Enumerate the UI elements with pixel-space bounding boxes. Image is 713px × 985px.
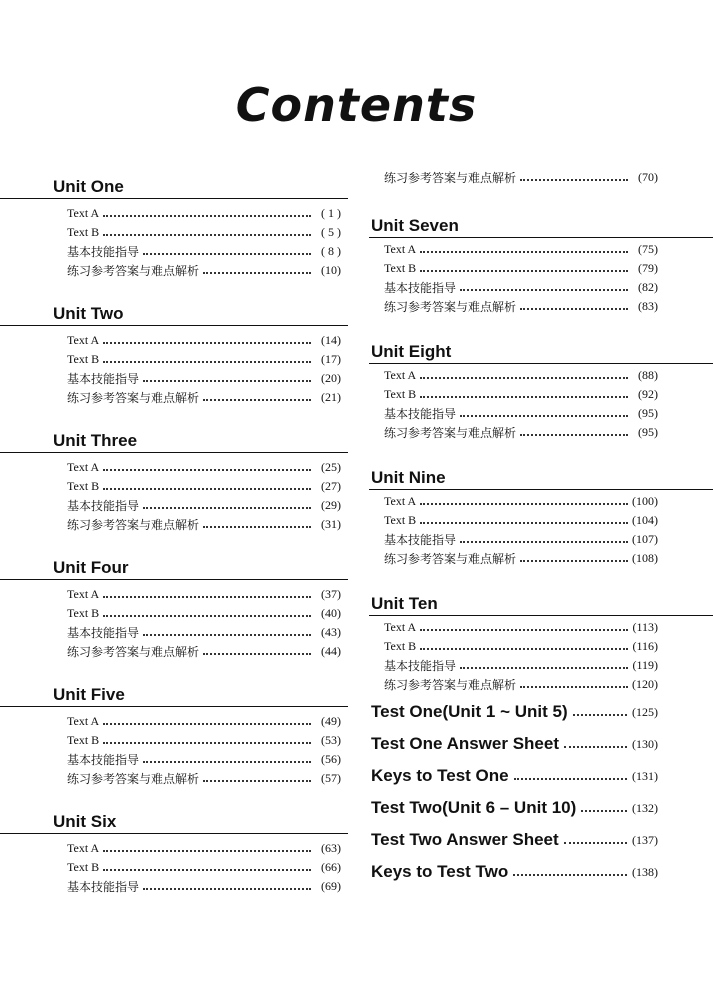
toc-entry-label: Text A bbox=[67, 460, 100, 474]
toc-entry-label: 基本技能指导 bbox=[67, 372, 140, 386]
toc-test-entry[interactable] bbox=[369, 760, 713, 792]
leader-dots bbox=[420, 648, 628, 650]
toc-entry-page: (88) bbox=[638, 368, 658, 382]
toc-entry-label: 练习参考答案与难点解析 bbox=[384, 552, 517, 566]
toc-entry[interactable] bbox=[0, 223, 348, 242]
leader-dots bbox=[103, 361, 311, 363]
toc-entry-page: (29) bbox=[321, 498, 341, 512]
toc-entry-page: (104) bbox=[632, 513, 658, 527]
leader-dots bbox=[520, 686, 628, 688]
toc-entry-label: Text B bbox=[67, 860, 100, 874]
toc-unit-block bbox=[0, 176, 348, 303]
toc-entry-label: 练习参考答案与难点解析 bbox=[384, 300, 517, 314]
toc-entry-page: (79) bbox=[638, 261, 658, 275]
toc-entry-label: 基本技能指导 bbox=[67, 499, 140, 513]
toc-entry-label: Text B bbox=[384, 387, 417, 401]
toc-test-page: (130) bbox=[632, 736, 658, 751]
toc-entry-page: (31) bbox=[321, 517, 341, 531]
toc-entry-label: Text B bbox=[384, 639, 417, 653]
toc-unit-block bbox=[0, 557, 348, 684]
toc-entry-page: (57) bbox=[321, 771, 341, 785]
leader-dots bbox=[203, 780, 311, 782]
leader-dots bbox=[143, 507, 311, 509]
leader-dots bbox=[103, 869, 311, 871]
toc-test-entry[interactable] bbox=[369, 856, 713, 888]
toc-entry-label: Text B bbox=[67, 479, 100, 493]
leader-dots bbox=[103, 850, 311, 852]
toc-unit-block bbox=[0, 303, 348, 430]
unit-heading: Unit One bbox=[0, 176, 348, 199]
unit-heading: Unit Seven bbox=[369, 215, 713, 238]
toc-entry-label: 基本技能指导 bbox=[67, 880, 140, 894]
toc-entry-page: (44) bbox=[321, 644, 341, 658]
toc-unit-block bbox=[0, 684, 348, 811]
toc-entry-label: 练习参考答案与难点解析 bbox=[384, 171, 517, 185]
toc-entry[interactable] bbox=[369, 675, 713, 694]
toc-entry[interactable] bbox=[0, 750, 348, 769]
toc-entry-page: ( 5 ) bbox=[321, 225, 341, 239]
toc-test-label: Test One(Unit 1 ~ Unit 5) bbox=[371, 702, 568, 721]
toc-entry-page: (95) bbox=[638, 406, 658, 420]
toc-unit-block bbox=[369, 467, 713, 568]
toc-entry-label: 练习参考答案与难点解析 bbox=[384, 426, 517, 440]
leader-dots bbox=[513, 874, 627, 876]
toc-entry[interactable] bbox=[369, 259, 713, 278]
toc-entry-label: Text A bbox=[67, 841, 100, 855]
toc-entry[interactable] bbox=[369, 549, 713, 568]
toc-entry-page: (119) bbox=[632, 658, 658, 672]
toc-entry[interactable] bbox=[369, 366, 713, 385]
toc-entry-label: Text A bbox=[67, 206, 100, 220]
toc-entry[interactable] bbox=[0, 839, 348, 858]
leader-dots bbox=[564, 842, 627, 844]
toc-entry-page: (92) bbox=[638, 387, 658, 401]
unit-heading: Unit Four bbox=[0, 557, 348, 580]
leader-dots bbox=[143, 888, 311, 890]
toc-entry-page: (21) bbox=[321, 390, 341, 404]
toc-entry[interactable] bbox=[0, 331, 348, 350]
leader-dots bbox=[103, 469, 311, 471]
toc-entry-page: (63) bbox=[321, 841, 341, 855]
toc-entry-label: Text B bbox=[67, 225, 100, 239]
toc-entry-label: 练习参考答案与难点解析 bbox=[384, 678, 517, 692]
toc-entry[interactable] bbox=[0, 877, 348, 896]
toc-entry[interactable] bbox=[0, 515, 348, 534]
toc-entry-page: (56) bbox=[321, 752, 341, 766]
toc-entry-page: (70) bbox=[638, 170, 658, 184]
toc-entry[interactable] bbox=[0, 477, 348, 496]
leader-dots bbox=[203, 399, 311, 401]
toc-entry-page: (95) bbox=[638, 425, 658, 439]
toc-entry-page: (43) bbox=[321, 625, 341, 639]
toc-entry-label: Text A bbox=[67, 714, 100, 728]
toc-test-page: (137) bbox=[632, 832, 658, 847]
toc-entry-page: (20) bbox=[321, 371, 341, 385]
leader-dots bbox=[143, 380, 311, 382]
toc-entry-page: (120) bbox=[632, 677, 658, 691]
toc-entry-label: Text A bbox=[384, 368, 417, 382]
toc-entry-label: 练习参考答案与难点解析 bbox=[67, 391, 200, 405]
leader-dots bbox=[143, 634, 311, 636]
toc-entry-label: 基本技能指导 bbox=[384, 533, 457, 547]
toc-unit-block bbox=[0, 811, 348, 938]
leader-dots bbox=[564, 746, 627, 748]
toc-test-page: (125) bbox=[632, 704, 658, 719]
toc-entry[interactable] bbox=[0, 261, 348, 280]
toc-entry[interactable] bbox=[0, 585, 348, 604]
toc-entry[interactable] bbox=[0, 604, 348, 623]
toc-entry-page: (75) bbox=[638, 242, 658, 256]
toc-entry[interactable] bbox=[369, 511, 713, 530]
toc-entry-page: (14) bbox=[321, 333, 341, 347]
leader-dots bbox=[103, 488, 311, 490]
toc-entry[interactable] bbox=[369, 240, 713, 259]
toc-entry[interactable] bbox=[369, 278, 713, 297]
leader-dots bbox=[520, 560, 628, 562]
toc-entry[interactable] bbox=[369, 423, 713, 442]
toc-entry-page: (66) bbox=[321, 860, 341, 874]
toc-entry-label: Text A bbox=[67, 333, 100, 347]
toc-entry-label: Text B bbox=[67, 606, 100, 620]
leader-dots bbox=[420, 270, 628, 272]
toc-entry[interactable] bbox=[369, 404, 713, 423]
leader-dots bbox=[103, 215, 311, 217]
leader-dots bbox=[460, 667, 628, 669]
toc-entry-page: (49) bbox=[321, 714, 341, 728]
toc-left-column bbox=[0, 176, 348, 938]
toc-entry-page: (53) bbox=[321, 733, 341, 747]
leader-dots bbox=[420, 503, 628, 505]
leader-dots bbox=[520, 179, 628, 181]
toc-entry[interactable] bbox=[369, 656, 713, 675]
toc-entry-page: (108) bbox=[632, 551, 658, 565]
toc-entry-page: (82) bbox=[638, 280, 658, 294]
toc-test-label: Test Two(Unit 6 – Unit 10) bbox=[371, 798, 577, 817]
toc-entry-label: 基本技能指导 bbox=[384, 407, 457, 421]
unit-heading: Unit Five bbox=[0, 684, 348, 707]
toc-entry-page: ( 8 ) bbox=[321, 244, 341, 258]
toc-test-label: Test One Answer Sheet bbox=[371, 734, 559, 753]
unit-heading: Unit Two bbox=[0, 303, 348, 326]
leader-dots bbox=[420, 251, 628, 253]
toc-entry-label: 基本技能指导 bbox=[384, 281, 457, 295]
leader-dots bbox=[203, 653, 311, 655]
toc-test-entry[interactable] bbox=[369, 728, 713, 760]
toc-right-column bbox=[369, 168, 713, 888]
leader-dots bbox=[420, 629, 628, 631]
toc-entry-label: 基本技能指导 bbox=[67, 245, 140, 259]
toc-entry[interactable] bbox=[369, 385, 713, 404]
toc-entry[interactable] bbox=[0, 369, 348, 388]
toc-entry-page: ( 1 ) bbox=[321, 206, 341, 220]
toc-entry[interactable] bbox=[369, 637, 713, 656]
toc-entry[interactable] bbox=[0, 731, 348, 750]
toc-test-label: Keys to Test One bbox=[371, 766, 509, 785]
leader-dots bbox=[103, 742, 311, 744]
toc-entry-label: 练习参考答案与难点解析 bbox=[67, 518, 200, 532]
toc-entry-label: Text B bbox=[67, 352, 100, 366]
toc-test-entry[interactable] bbox=[369, 824, 713, 856]
toc-entry[interactable] bbox=[369, 297, 713, 316]
leader-dots bbox=[103, 723, 311, 725]
leader-dots bbox=[103, 234, 311, 236]
toc-unit-block bbox=[369, 215, 713, 316]
toc-entry-page: (27) bbox=[321, 479, 341, 493]
toc-entry-page: (17) bbox=[321, 352, 341, 366]
toc-entry-label: 基本技能指导 bbox=[384, 659, 457, 673]
toc-entry-label: Text B bbox=[384, 261, 417, 275]
toc-test-entry[interactable] bbox=[369, 792, 713, 824]
toc-unit-block bbox=[0, 430, 348, 557]
toc-entry-page: (25) bbox=[321, 460, 341, 474]
toc-entry[interactable] bbox=[0, 458, 348, 477]
toc-unit-block bbox=[369, 341, 713, 442]
toc-entry-label: Text A bbox=[384, 494, 417, 508]
leader-dots bbox=[143, 761, 311, 763]
toc-entry-label: Text B bbox=[384, 513, 417, 527]
toc-entry[interactable] bbox=[369, 492, 713, 511]
leader-dots bbox=[143, 253, 311, 255]
toc-entry[interactable] bbox=[0, 242, 348, 261]
toc-entry-page: (116) bbox=[632, 639, 658, 653]
unit-heading: Unit Eight bbox=[369, 341, 713, 364]
leader-dots bbox=[460, 541, 628, 543]
toc-entry[interactable] bbox=[369, 618, 713, 637]
unit-heading: Unit Six bbox=[0, 811, 348, 834]
toc-entry-label: Text B bbox=[67, 733, 100, 747]
toc-entry[interactable] bbox=[0, 204, 348, 223]
leader-dots bbox=[203, 526, 311, 528]
leader-dots bbox=[460, 289, 628, 291]
toc-unit-block bbox=[369, 593, 713, 694]
unit-heading: Unit Nine bbox=[369, 467, 713, 490]
leader-dots bbox=[581, 810, 627, 812]
toc-test-page: (131) bbox=[632, 768, 658, 783]
leader-dots bbox=[420, 522, 628, 524]
unit-heading: Unit Ten bbox=[369, 593, 713, 616]
toc-entry[interactable] bbox=[0, 858, 348, 877]
toc-entry[interactable] bbox=[369, 168, 713, 187]
toc-test-entry[interactable] bbox=[369, 696, 713, 728]
toc-entry[interactable] bbox=[0, 496, 348, 515]
toc-entry[interactable] bbox=[0, 623, 348, 642]
toc-entry-label: Text A bbox=[384, 620, 417, 634]
leader-dots bbox=[573, 714, 627, 716]
leader-dots bbox=[514, 778, 627, 780]
page-title: Contents bbox=[235, 78, 478, 132]
toc-entry-label: 练习参考答案与难点解析 bbox=[67, 264, 200, 278]
toc-entry-page: (37) bbox=[321, 587, 341, 601]
toc-test-page: (132) bbox=[632, 800, 658, 815]
toc-entry[interactable] bbox=[0, 350, 348, 369]
toc-entry-label: 基本技能指导 bbox=[67, 753, 140, 767]
toc-entry-label: Text A bbox=[67, 587, 100, 601]
toc-entry-page: (69) bbox=[321, 879, 341, 893]
leader-dots bbox=[203, 272, 311, 274]
leader-dots bbox=[103, 615, 311, 617]
toc-entry-label: 基本技能指导 bbox=[67, 626, 140, 640]
toc-entry-page: (113) bbox=[632, 620, 658, 634]
toc-test-label: Test Two Answer Sheet bbox=[371, 830, 559, 849]
leader-dots bbox=[103, 596, 311, 598]
unit-heading: Unit Three bbox=[0, 430, 348, 453]
toc-entry-page: (10) bbox=[321, 263, 341, 277]
leader-dots bbox=[420, 396, 628, 398]
toc-entry[interactable] bbox=[0, 769, 348, 788]
toc-entry[interactable] bbox=[369, 530, 713, 549]
leader-dots bbox=[460, 415, 628, 417]
leader-dots bbox=[103, 342, 311, 344]
toc-entry[interactable] bbox=[0, 388, 348, 407]
leader-dots bbox=[520, 434, 628, 436]
leader-dots bbox=[520, 308, 628, 310]
toc-entry-page: (40) bbox=[321, 606, 341, 620]
toc-entry-page: (100) bbox=[632, 494, 658, 508]
toc-test-page: (138) bbox=[632, 864, 658, 879]
toc-test-label: Keys to Test Two bbox=[371, 862, 509, 881]
toc-entry-page: (107) bbox=[632, 532, 658, 546]
leader-dots bbox=[420, 377, 628, 379]
toc-entry-label: 练习参考答案与难点解析 bbox=[67, 772, 200, 786]
toc-entry-label: Text A bbox=[384, 242, 417, 256]
toc-entry-label: 练习参考答案与难点解析 bbox=[67, 645, 200, 659]
toc-entry[interactable] bbox=[0, 642, 348, 661]
toc-entry-page: (83) bbox=[638, 299, 658, 313]
toc-entry[interactable] bbox=[0, 712, 348, 731]
